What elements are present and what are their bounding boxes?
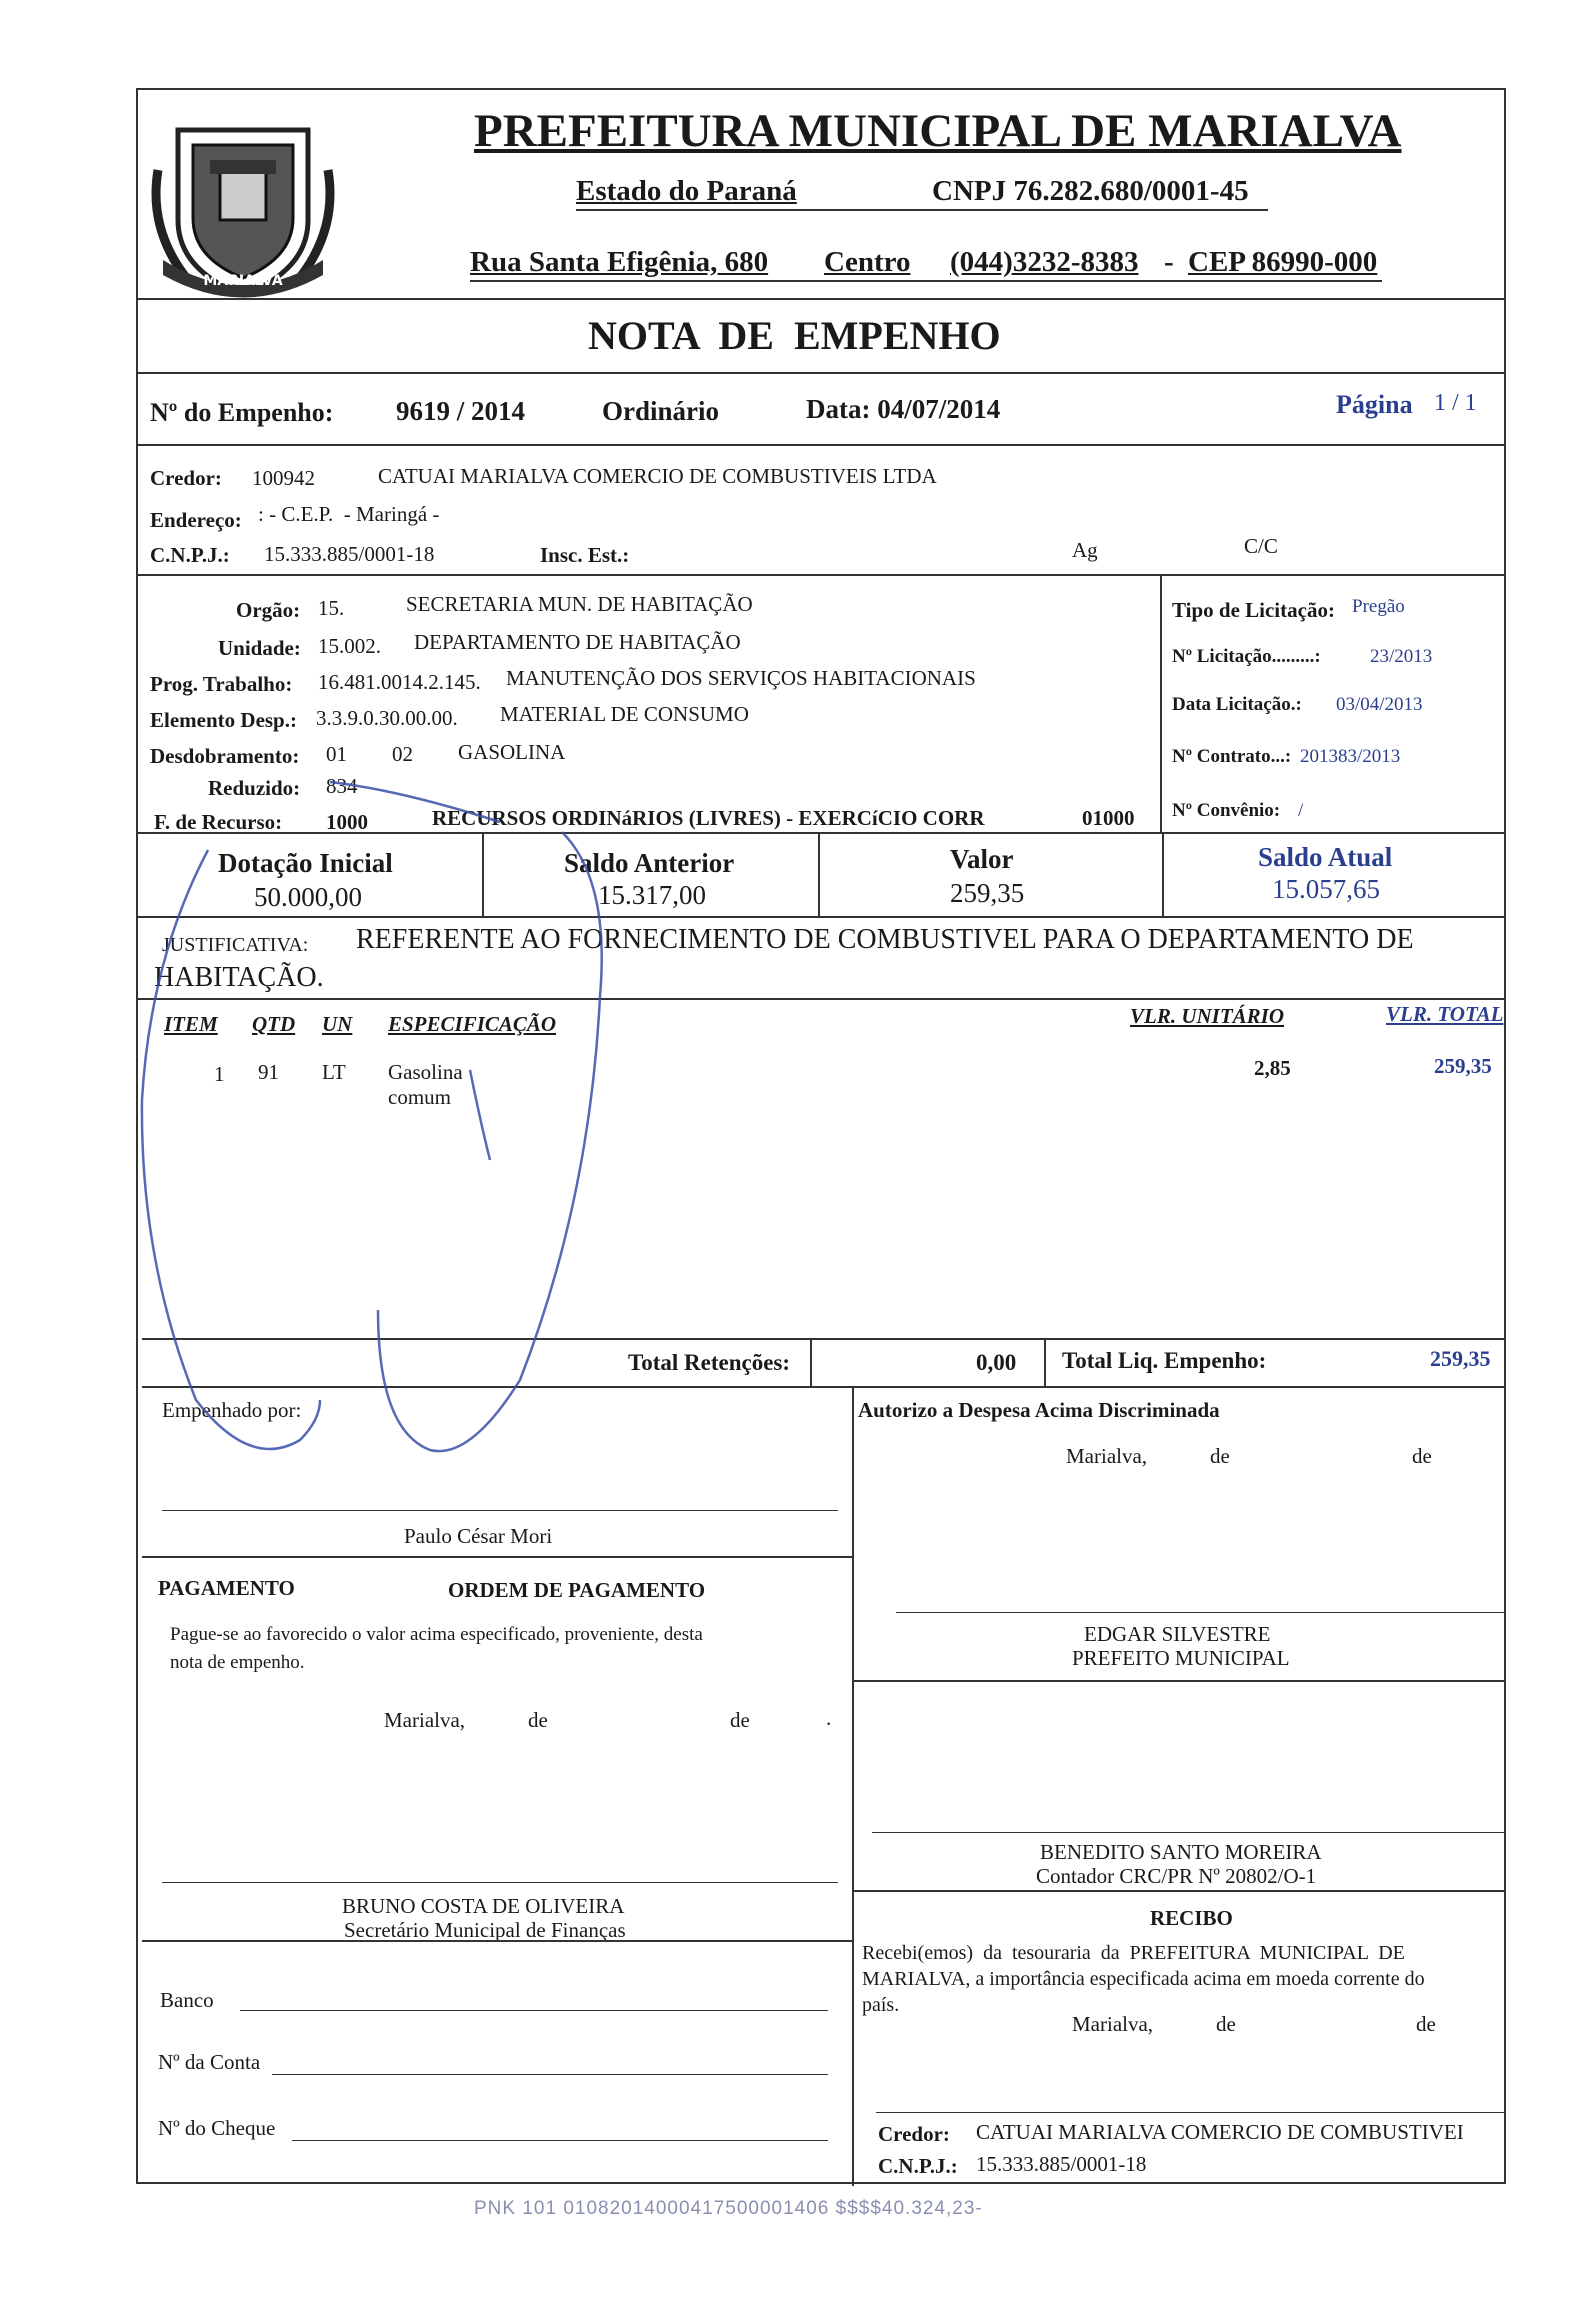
- pagamento-de-2: de: [730, 1708, 750, 1732]
- saldo-anterior-value: 15.317,00: [598, 880, 706, 910]
- address-label: Endereço:: [150, 508, 242, 532]
- cep-separator: -: [1164, 246, 1174, 278]
- credor-cnpj-label: C.N.P.J.:: [150, 543, 230, 567]
- recibo-credor: CATUAI MARIALVA COMERCIO DE COMBUSTIVEI: [976, 2120, 1464, 2144]
- col-espec-header: ESPECIFICAÇÃO: [388, 1012, 557, 1036]
- desdobramento-label: Desdobramento:: [150, 744, 300, 768]
- credor-code: 100942: [252, 466, 315, 490]
- insc-est-label: Insc. Est.:: [540, 543, 630, 567]
- prefeito-role: PREFEITO MUNICIPAL: [1072, 1646, 1290, 1670]
- autorizo-city: Marialva,: [1066, 1444, 1148, 1468]
- row-unit: 2,85: [1254, 1056, 1291, 1080]
- recibo-de-1: de: [1216, 2012, 1236, 2036]
- recurso-name: RECURSOS ORDINáRIOS (LIVRES) - EXERCíCIO CORR: [432, 806, 985, 830]
- document-title: NOTA DE EMPENHO: [588, 313, 1001, 358]
- col-total-header: VLR. TOTAL: [1386, 1002, 1504, 1026]
- data-licitacao-label: Data Licitação.:: [1172, 694, 1302, 715]
- municipality-title: PREFEITURA MUNICIPAL DE MARIALVA: [474, 105, 1402, 157]
- footer-code: PNK 101 01082014000417500001406 $$$$40.324,23-: [474, 2198, 983, 2219]
- svg-text:MARIALVA: MARIALVA: [203, 273, 283, 289]
- empenho-number: 9619 / 2014: [396, 396, 526, 426]
- pagamento-label: PAGAMENTO: [158, 1576, 295, 1600]
- pagamento-city: Marialva,: [384, 1708, 466, 1732]
- desdobramento-2: 02: [392, 742, 413, 766]
- elemento-name: MATERIAL DE CONSUMO: [500, 702, 749, 726]
- credor-label: Credor:: [150, 466, 222, 490]
- district: Centro: [824, 246, 911, 278]
- elemento-label: Elemento Desp.:: [150, 708, 297, 732]
- desdobramento-1: 01: [326, 742, 347, 766]
- phone: (044)3232-8383: [950, 246, 1139, 278]
- pagamento-text-1: Pague-se ao favorecido o valor acima especificado, proveniente, desta: [170, 1624, 703, 1645]
- justificativa-label: JUSTIFICATIVA:: [162, 934, 309, 956]
- recibo-cnpj-label: C.N.P.J.:: [878, 2154, 958, 2178]
- row-un: LT: [322, 1060, 346, 1084]
- autorizo-de-1: de: [1210, 1444, 1230, 1468]
- secretario-name: BRUNO COSTA DE OLIVEIRA: [342, 1894, 625, 1918]
- saldo-atual-label: Saldo Atual: [1258, 842, 1393, 872]
- conta-label: Nº da Conta: [158, 2050, 261, 2074]
- justificativa-text: REFERENTE AO FORNECIMENTO DE COMBUSTIVEL PARA O DEPARTAMENTO DE: [356, 924, 1414, 955]
- recibo-text-1: Recebi(emos) da tesouraria da PREFEITURA MUNICIPAL DE: [862, 1942, 1405, 1964]
- pagamento-de-1: de: [528, 1708, 548, 1732]
- retencoes-value: 0,00: [976, 1350, 1017, 1375]
- numero-licitacao: 23/2013: [1370, 646, 1433, 667]
- contrato-label: Nº Contrato...:: [1172, 746, 1292, 767]
- ag-label: Ag: [1072, 538, 1098, 562]
- prog-trabalho-name: MANUTENÇÃO DOS SERVIÇOS HABITACIONAIS: [506, 666, 976, 690]
- col-un-header: UN: [322, 1012, 353, 1036]
- valor-value: 259,35: [950, 878, 1025, 908]
- contador-name: BENEDITO SANTO MOREIRA: [1040, 1840, 1322, 1864]
- state-name: Estado do Paraná: [576, 175, 797, 207]
- row-total: 259,35: [1434, 1054, 1492, 1078]
- municipality-cnpj: CNPJ 76.282.680/0001-45: [932, 175, 1249, 207]
- desdobramento-name: GASOLINA: [458, 740, 566, 764]
- secretario-role: Secretário Municipal de Finanças: [344, 1918, 626, 1942]
- pagamento-dot: .: [826, 1706, 832, 1730]
- address-value: : - C.E.P. - Maringá -: [258, 502, 440, 526]
- pagamento-text-2: nota de empenho.: [170, 1652, 305, 1673]
- recurso-code: 1000: [326, 810, 368, 834]
- retencoes-label: Total Retenções:: [628, 1350, 791, 1375]
- recibo-text-2: MARIALVA, a importância especificada acima em moeda corrente do: [862, 1968, 1425, 1990]
- col-qtd-header: QTD: [252, 1012, 296, 1036]
- autorizo-de-2: de: [1412, 1444, 1432, 1468]
- empenho-date: Data: 04/07/2014: [806, 394, 1001, 424]
- recibo-credor-label: Credor:: [878, 2122, 950, 2146]
- col-unit-header: VLR. UNITÁRIO: [1130, 1004, 1285, 1028]
- recibo-de-2: de: [1416, 2012, 1436, 2036]
- contrato-number: 201383/2013: [1300, 746, 1401, 767]
- contador-role: Contador CRC/PR Nº 20802/O-1: [1036, 1864, 1317, 1888]
- tipo-licitacao-label: Tipo de Licitação:: [1172, 598, 1335, 622]
- recurso-label: F. de Recurso:: [154, 810, 283, 834]
- prefeito-name: EDGAR SILVESTRE: [1084, 1622, 1271, 1646]
- elemento-code: 3.3.9.0.30.00.00.: [316, 706, 458, 730]
- data-licitacao: 03/04/2013: [1336, 694, 1423, 715]
- street-address: Rua Santa Efigênia, 680: [470, 246, 769, 278]
- valor-label: Valor: [950, 844, 1014, 874]
- reduzido-label: Reduzido:: [208, 776, 301, 800]
- orgao-label: Orgão:: [236, 598, 301, 622]
- empenho-number-label: Nº do Empenho:: [150, 398, 334, 427]
- convenio-number: /: [1298, 800, 1304, 821]
- autorizo-label: Autorizo a Despesa Acima Discriminada: [858, 1398, 1220, 1422]
- banco-label: Banco: [160, 1988, 214, 2012]
- ordem-pagamento-label: ORDEM DE PAGAMENTO: [448, 1578, 706, 1602]
- liq-empenho-value: 259,35: [1430, 1346, 1491, 1371]
- liq-empenho-label: Total Liq. Empenho:: [1062, 1348, 1267, 1373]
- orgao-name: SECRETARIA MUN. DE HABITAÇÃO: [406, 592, 753, 616]
- row-qtd: 91: [258, 1060, 279, 1084]
- unidade-code: 15.002.: [318, 634, 381, 658]
- dotacao-label: Dotação Inicial: [218, 848, 393, 878]
- row-item: 1: [214, 1062, 225, 1086]
- recibo-city: Marialva,: [1072, 2012, 1154, 2036]
- convenio-label: Nº Convênio:: [1172, 800, 1281, 821]
- tipo-licitacao: Pregão: [1352, 596, 1405, 617]
- saldo-anterior-label: Saldo Anterior: [564, 848, 735, 878]
- recurso-number: 01000: [1082, 806, 1135, 830]
- orgao-code: 15.: [318, 596, 345, 620]
- unidade-name: DEPARTAMENTO DE HABITAÇÃO: [414, 630, 741, 654]
- reduzido-value: 834: [326, 774, 358, 798]
- saldo-atual-value: 15.057,65: [1272, 874, 1380, 904]
- justificativa-text-2: HABITAÇÃO.: [154, 962, 324, 993]
- col-item-header: ITEM: [164, 1012, 218, 1036]
- prog-trabalho-label: Prog. Trabalho:: [150, 672, 293, 696]
- empenho-type: Ordinário: [602, 396, 720, 426]
- page-label: Página: [1336, 390, 1413, 419]
- empenhado-name: Paulo César Mori: [404, 1524, 553, 1548]
- recibo-cnpj: 15.333.885/0001-18: [976, 2152, 1147, 2176]
- cheque-label: Nº do Cheque: [158, 2116, 276, 2140]
- credor-cnpj: 15.333.885/0001-18: [264, 542, 435, 566]
- numero-licitacao-label: Nº Licitação.........:: [1172, 646, 1321, 667]
- row-espec: Gasolina comum: [388, 1060, 463, 1109]
- unidade-label: Unidade:: [218, 636, 301, 660]
- recibo-text-3: país.: [862, 1994, 900, 2016]
- credor-name: CATUAI MARIALVA COMERCIO DE COMBUSTIVEIS LTDA: [378, 464, 937, 488]
- prog-trabalho-code: 16.481.0014.2.145.: [318, 670, 481, 694]
- empenhado-label: Empenhado por:: [162, 1398, 302, 1422]
- page-number: 1 / 1: [1434, 390, 1477, 416]
- cep: CEP 86990-000: [1188, 246, 1378, 278]
- dotacao-value: 50.000,00: [254, 882, 362, 912]
- recibo-label: RECIBO: [1150, 1906, 1233, 1930]
- cc-label: C/C: [1244, 534, 1278, 558]
